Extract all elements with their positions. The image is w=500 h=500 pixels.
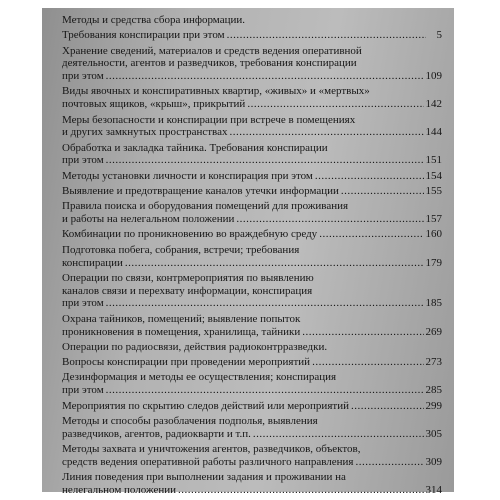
page-number: 154: [425, 169, 442, 182]
toc-entry-title-line: Операции по радиосвязи, действия радиоконтрразведки.: [62, 340, 328, 353]
page-number: 155: [425, 185, 442, 198]
page-number: 305: [425, 427, 442, 440]
dot-leader: [247, 98, 423, 111]
page-number: 157: [425, 213, 442, 226]
page-number: 273: [425, 356, 442, 369]
toc-entry-title-line: при этом: [62, 70, 104, 83]
toc-entry-title-line: Выявление и предотвращение каналов утечки информации: [62, 185, 339, 198]
toc-entry: [62, 400, 444, 413]
page-number: 285: [425, 384, 442, 397]
book-page: [42, 8, 454, 496]
dot-leader: [227, 29, 426, 42]
toc-entry-title-line: Вопросы конспирации при проведении мероприятий: [62, 356, 311, 369]
table-of-contents: [62, 14, 444, 497]
toc-entry-title-line: при этом: [62, 154, 104, 167]
toc-entry-title-line: каналов связи и перехвату информации, конспирация: [62, 284, 313, 297]
page-number: 299: [425, 399, 442, 412]
toc-entry-title-line: Виды явочных и конспиративных квартир, «живых» и «мертвых»: [62, 85, 370, 98]
toc-entry-title-line: Методы и средства сбора информации.: [62, 14, 245, 26]
toc-entry: [62, 443, 444, 469]
toc-entry: [62, 471, 444, 497]
toc-entry-title-line: проникновения в помещения, хранилища, тайники: [62, 325, 301, 338]
toc-entry: [62, 45, 444, 83]
page-number: 160: [425, 228, 442, 241]
toc-entry: [62, 85, 444, 111]
toc-entry: [62, 170, 444, 183]
dot-leader: [106, 297, 424, 310]
dot-leader: [312, 356, 423, 369]
dot-leader: [106, 384, 424, 397]
toc-entry: [62, 29, 444, 42]
dot-leader: [351, 400, 424, 413]
toc-entry-title-line: деятельности, агентов и разведчиков, требования конспирации: [62, 57, 357, 70]
toc-entry-title-line: Методы установки личности и конспирация при этом: [62, 169, 313, 182]
page-number: 269: [425, 325, 442, 338]
toc-entry-title-line: Требования конспирации при этом: [62, 29, 225, 42]
dot-leader: [253, 428, 424, 441]
toc-entry-title-line: Охрана тайников, помещений; выявление попыток: [62, 312, 301, 325]
toc-entry: [62, 313, 444, 339]
toc-entry-title-line: Методы захвата и уничтожения агентов, разведчиков, объектов,: [62, 442, 361, 455]
page-number: 5: [436, 29, 442, 42]
toc-entry-title-line: нелегальном положении: [62, 483, 176, 496]
page-number: 151: [425, 154, 442, 167]
toc-entry: [62, 114, 444, 140]
dot-leader: [315, 170, 424, 183]
toc-entry-title-line: средств ведения оперативной работы различного направления: [62, 455, 354, 468]
toc-entry-title-line: Методы и способы разоблачения подполья, выявления: [62, 414, 318, 427]
dot-leader: [356, 456, 424, 469]
toc-entry: [62, 341, 444, 354]
toc-entry-title-line: Меры безопасности и конспирации при встрече в помещениях: [62, 113, 356, 126]
dot-leader: [302, 326, 423, 339]
page-number: 109: [425, 70, 442, 83]
toc-entry-title-line: Мероприятия по скрытию следов действий или мероприятий: [62, 399, 349, 412]
toc-entry: [62, 14, 444, 27]
toc-entry: [62, 371, 444, 397]
dot-leader: [125, 257, 424, 270]
page-number: 185: [425, 297, 442, 310]
toc-entry: [62, 415, 444, 441]
toc-entry-title-line: Дезинформация и методы ее осуществления; конспирация: [62, 371, 337, 384]
toc-entry: [62, 228, 444, 241]
dot-leader: [341, 185, 424, 198]
toc-entry: [62, 356, 444, 369]
dot-leader: [106, 70, 424, 83]
page-number: 142: [425, 98, 442, 111]
toc-entry-title-line: при этом: [62, 297, 104, 310]
page-number: 179: [425, 256, 442, 269]
toc-entry-title-line: Хранение сведений, материалов и средств ведения оперативной: [62, 44, 362, 57]
toc-entry: [62, 185, 444, 198]
dot-leader: [229, 126, 423, 139]
toc-entry: [62, 200, 444, 226]
dot-leader: [106, 154, 424, 167]
toc-entry-title-line: Правила поиска и оборудования помещений для проживания: [62, 200, 349, 213]
page-number: 309: [425, 455, 442, 468]
toc-entry-title-line: и других замкнутых пространствах: [62, 126, 228, 139]
toc-entry-title-line: Операции по связи, контрмероприятия по выявлению: [62, 271, 314, 284]
dot-leader: [319, 228, 423, 241]
toc-entry-title-line: при этом: [62, 384, 104, 397]
page-number: 144: [425, 126, 442, 139]
toc-entry-title-line: Линия поведения при выполнении задания и проживании на: [62, 471, 346, 483]
toc-entry-title-line: Комбинации по проникновению во враждебную среду: [62, 228, 318, 241]
toc-entry: [62, 244, 444, 270]
toc-entry-title-line: конспирации: [62, 256, 123, 269]
toc-entry-title-line: Обработка и закладка тайника. Требования конспирации: [62, 141, 328, 154]
toc-entry: [62, 142, 444, 168]
toc-entry-title-line: Подготовка побега, собрания, встречи; требования: [62, 243, 300, 256]
toc-entry-title-line: разведчиков, агентов, радиокварти и т.п.: [62, 427, 251, 440]
toc-entry-title-line: и работы на нелегальном положении: [62, 213, 235, 226]
toc-entry: [62, 272, 444, 310]
toc-entry-title-line: почтовых ящиков, «крыш», прикрытий: [62, 98, 246, 111]
dot-leader: [236, 213, 423, 226]
page-number: 314: [425, 483, 442, 496]
dot-leader: [178, 484, 424, 497]
